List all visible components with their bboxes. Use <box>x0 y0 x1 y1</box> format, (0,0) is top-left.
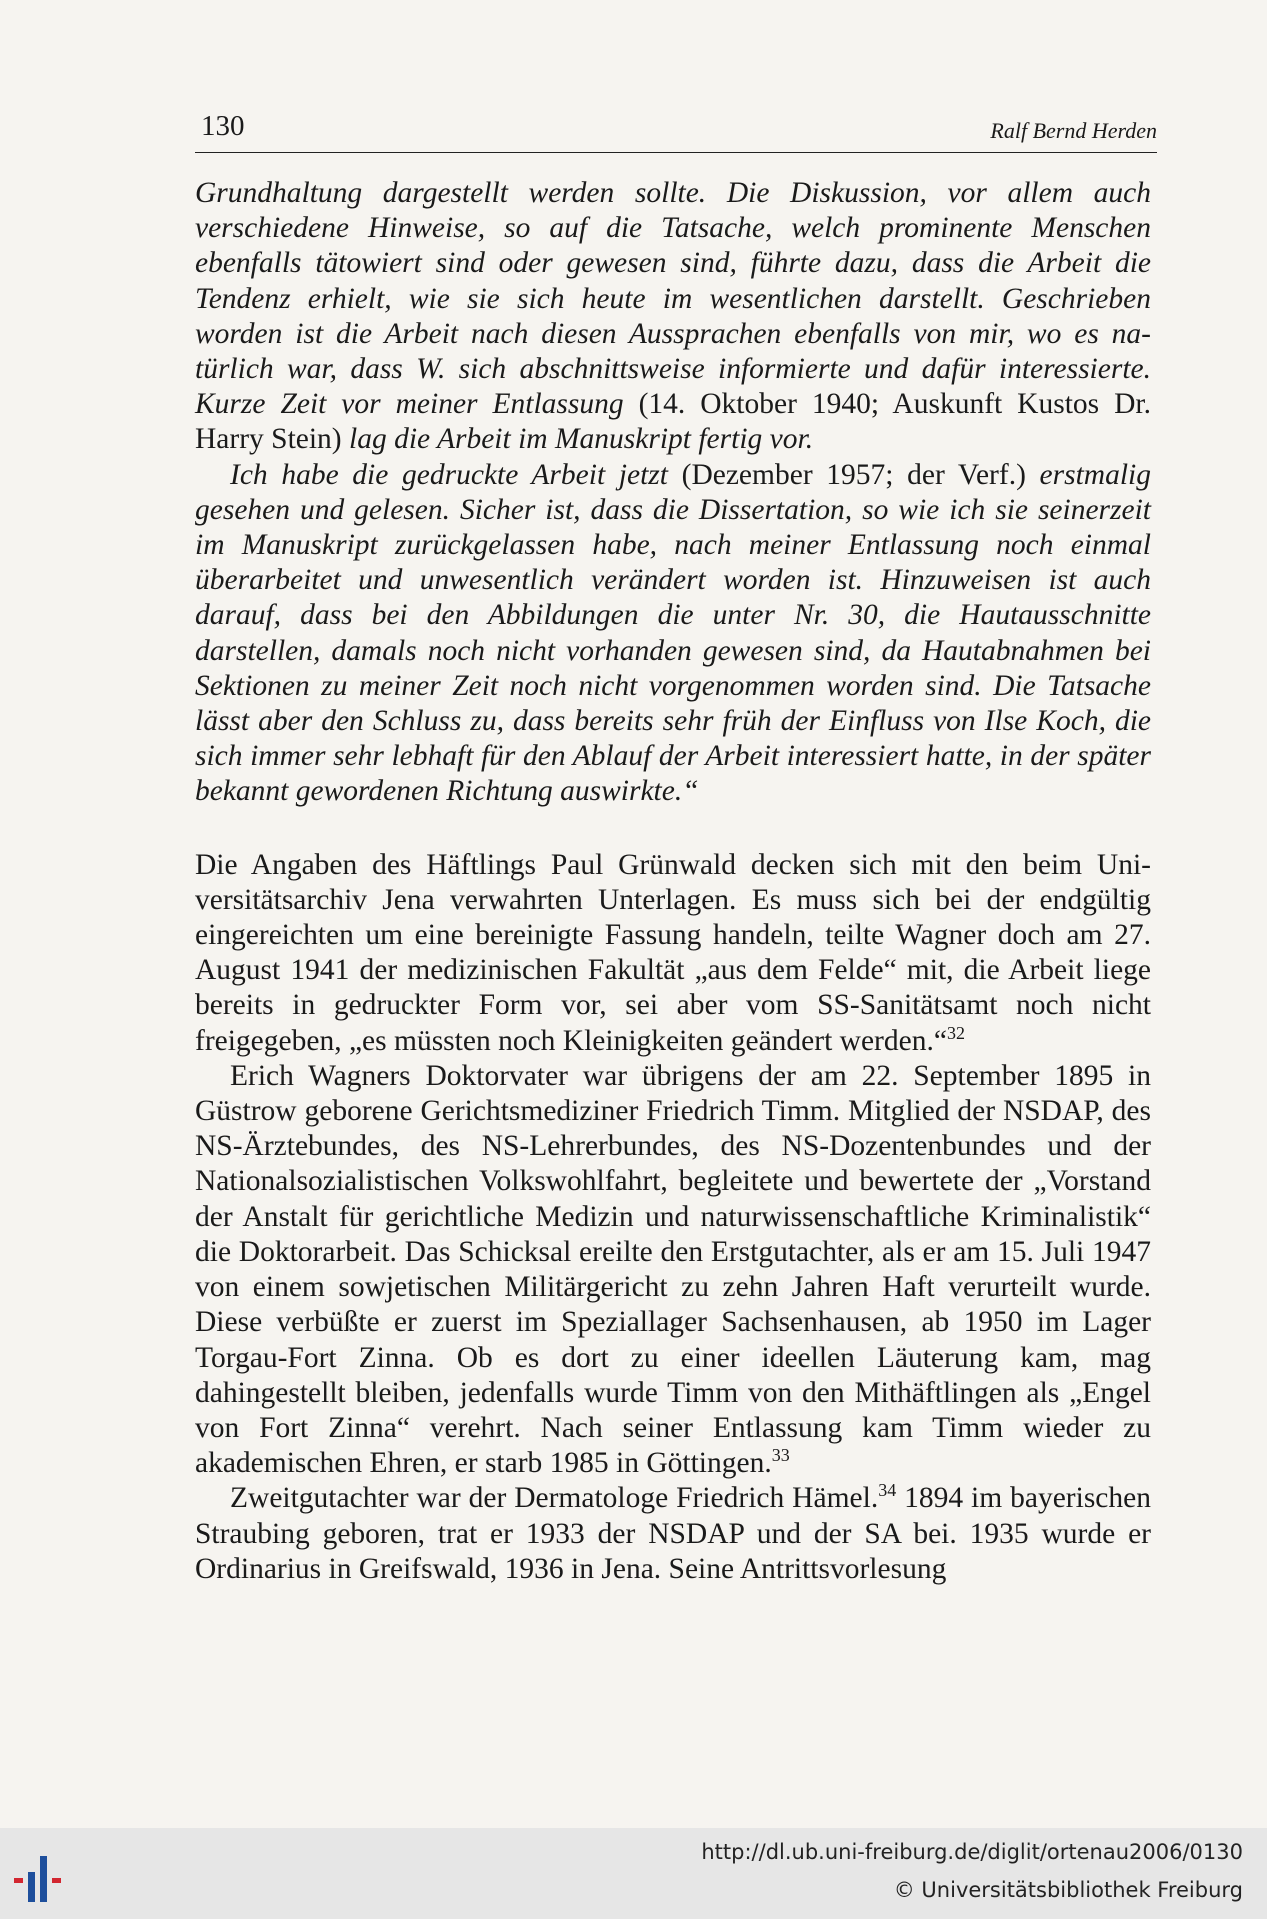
page-header <box>195 108 1157 153</box>
footnote-ref-33[interactable]: 33 <box>771 1445 790 1466</box>
body-text <box>195 176 1151 1587</box>
footnote-ref-34[interactable]: 34 <box>878 1480 897 1501</box>
paragraph-5: Zweitgutachter war der Dermatologe Friedrich Hämel.$^{34}$ 1894 im bayerischen Straubing geboren, trat er 1933 der NSDAP und der SA bei. 1935 wurde er Ordinarius in Greifswald, 1936 in Jena. Seine Antrittsvorlesung <box>195 1480 1151 1585</box>
paragraph-quote-2: Ich habe die gedruckte Arbeit jetzt (Dezember 1957; der Verf.) erstmalig gesehen und gelesen. Sicher ist, dass die Dissertation, so wie ich sie seinerzeit im Manuskript zurückgelassen habe, nach meiner Entlassung noch einmal überarbeitet und unwesentlich verändert worden ist. Hinzuweisen ist auch darauf, dass bei den Abbildungen die unter Nr. 30, die Hautausschnitte darstellen, damals noch nicht vorhanden gewesen sind, da Hautabnahmen bei Sektionen zu meiner Zeit noch nicht vorgenommen worden sind. Die Tatsache lässt aber den Schluss zu, dass bereits sehr früh der Einfluss von Ilse Koch, die sich immer sehr lebhaft für den Ablauf der Arbeit interessiert hatte, in der später bekannt gewordenen Richtung auswirkte.“ <box>195 458 1151 808</box>
library-logo-icon <box>14 1854 84 1906</box>
copyright-notice: © Universitätsbibliothek Freiburg <box>893 1878 1243 1902</box>
page-number: 130 <box>201 110 245 142</box>
paragraph-4: Erich Wagners Doktorvater war übrigens der am 22. September 1895 in Güstrow geborene Gerichtsmediziner Friedrich Timm. Mitglied der NSDAP, des NS-Ärztebundes, des NS-Lehrerbundes, des NS-Dozentenbundes und der Nationalsozialistischen Volkswohlfahrt, begleitete und bewertete der „Vorstand der Anstalt für gerichtliche Medizin und naturwissenschaftliche Kriminalistik“ die Doktorarbeit. Das Schicksal ereilte den Erstgutachter, als er am 15. Juli 1947 von einem sowjetischen Militärgericht zu zehn Jahren Haft verurteilt wurde. Diese verbüßte er zuerst im Speziallager Sachsenhausen, ab 1950 im Lager Torgau-Fort Zinna. Ob es dort zu einer ideellen Läuterung kam, mag dahingestellt bleiben, jedenfalls wurde Timm von den Mithäftlingen als „Engel von Fort Zinna“ verehrt. Nach seiner Entlassung kam Timm wieder zu akademischen Ehren, er starb 1985 in Göttingen.$^{33}$ <box>195 1059 1151 1480</box>
viewer-footer <box>0 1828 1267 1919</box>
permalink-url[interactable]: http://dl.ub.uni-freiburg.de/diglit/ortenau2006/0130 <box>701 1840 1243 1864</box>
footnote-ref-32[interactable]: 32 <box>946 1022 965 1043</box>
paragraph-3: Die Angaben des Häftlings Paul Grünwald decken sich mit den beim Universitätsarchiv Jena verwahrten Unterlagen. Es muss sich bei der endgültig eingereichten um eine bereinigte Fassung handeln, teilte Wagner doch am 27. August 1941 der medizinischen Fakultät „aus dem Felde“ mit, die Arbeit liege bereits in gedruckter Form vor, sei aber vom SS-Sanitätsamt noch nicht freigegeben, „es müssten noch Kleinigkeiten geändert werden.“$^{32}$ <box>195 848 1151 1057</box>
paragraph-gap <box>195 810 1151 848</box>
running-head-author: Ralf Bernd Herden <box>990 118 1157 143</box>
paragraph-quote-1: Grundhaltung dargestellt werden sollte. Die Diskussion, vor allem auch verschiedene Hinweise, so auf die Tatsache, welch prominente Menschen ebenfalls tätowiert sind oder gewesen sind, führte dazu, dass die Arbeit die Tendenz erhielt, wie sie sich heute im wesentlichen darstellt. Geschrieben worden ist die Arbeit nach diesen Aussprachen ebenfalls von mir, wo es natürlich war, dass W. sich abschnittsweise informierte und dafür interessierte. Kurze Zeit vor meiner Entlassung (14. Oktober 1940; Auskunft Kustos Dr. Harry Stein) lag die Arbeit im Manuskript fertig vor. <box>195 177 1151 456</box>
